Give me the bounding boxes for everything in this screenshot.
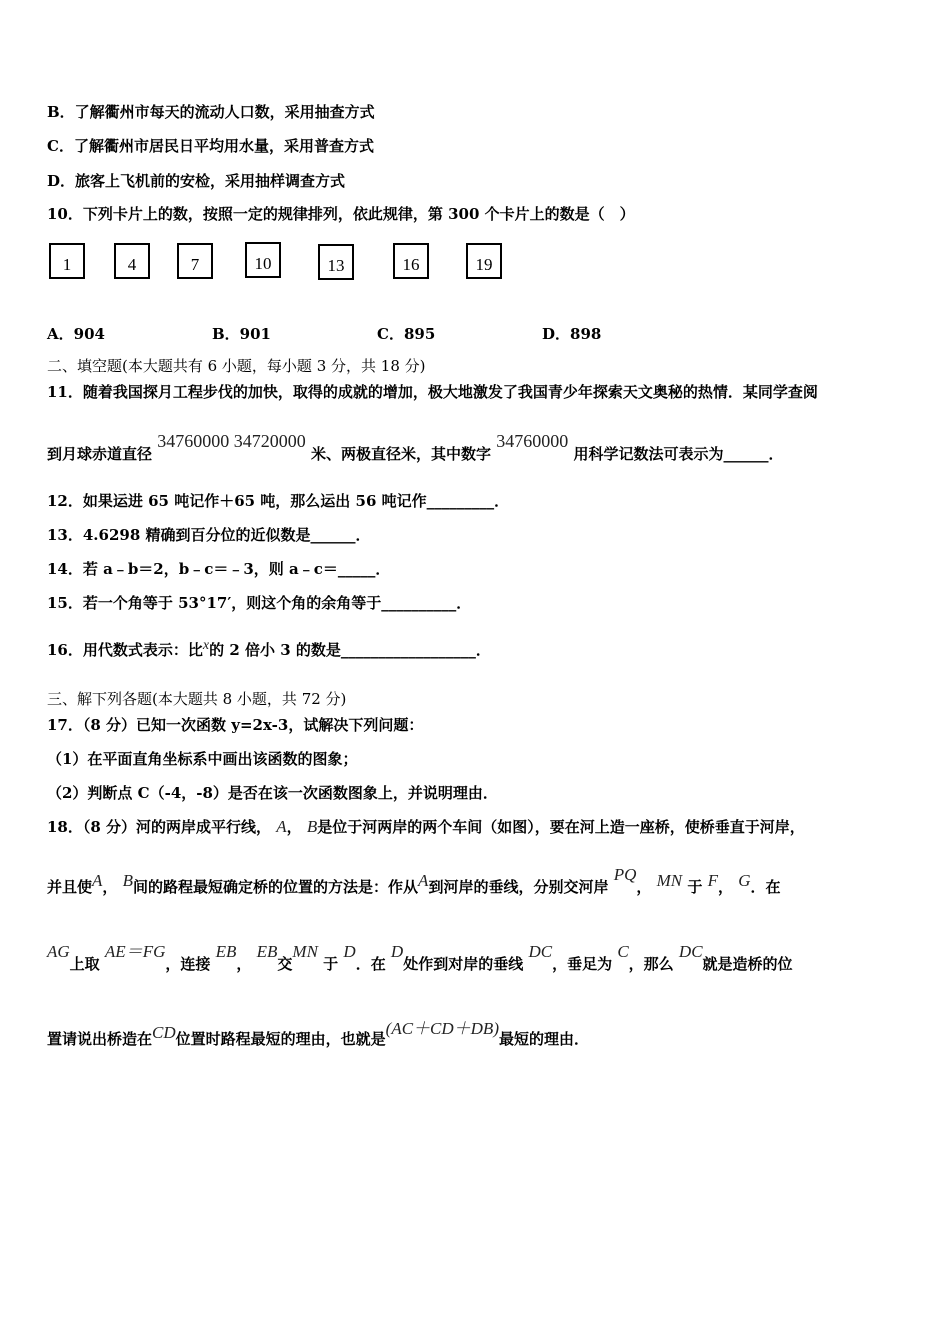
number-card: 16 [393,243,429,279]
question-17: 17．（8 分）已知一次函数 y=2x-3，试解决下列问题： [47,716,424,734]
number-card: 1 [49,243,85,279]
question-18-line4 [47,1019,589,1049]
question-11-line2 [47,431,784,464]
q11-text-b: 米、两极直径米，其中数字 [310,445,491,463]
q18-var-pq: PQ [613,865,637,884]
question-10-stem: 10．下列卡片上的数，按照一定的规律排列，依此规律，第 300 个卡片上的数是（ ） [47,205,635,223]
question-17-part2: （2）判断点 C（-4，-8）是否在该一次函数图象上，并说明理由． [47,784,498,802]
q18-l1-text-a: 18．（8 分）河的两岸成平行线， [47,818,272,836]
q18-l2-text-c: 到河岸的垂线，分别交河岸 [428,878,609,896]
number-card: 19 [466,243,502,279]
option-10b: B．901 [212,325,271,343]
number-card: 10 [245,242,281,278]
q18-var-eb: EB [256,942,278,961]
q18-var-b: B [122,871,134,890]
option-10c: C．895 [377,325,436,343]
number-card: 4 [114,243,150,279]
question-18-line2: 并且使A， B间的路程最短确定桥的位置的方法是：作从A到河岸的垂线，分别交河岸 PQ， MN 于 F， G．在 [47,865,781,896]
q18-var-g: G [738,871,751,890]
q18-text-yu: 于 [687,878,703,896]
q18-text-zai: ．在 [750,878,781,896]
q18-text-name: ，那么 [628,955,674,973]
question-16 [47,640,491,662]
q18-text-yu: 于 [323,955,339,973]
question-18-line1: 18．（8 分）河的两岸成平行线， A， B是位于河两岸的两个车间（如图），要在河上造一座桥，使桥垂直于河岸， [47,817,805,836]
option-9c: C．了解衢州市居民日平均用水量，采用普查方式 [47,137,374,155]
q18-text-shangqu: 上取 [69,955,100,973]
q18-text-lianjie: ，连接 [165,955,211,973]
section-3-title: 三、解下列各题(本大题共 8 小题，共 72 分) [47,690,347,708]
question-11-line1: 11．随着我国探月工程步伐的加快，取得的成就的增加，极大地激发了我国青少年探索天文奥秘的热情．某同学查阅 [47,383,818,401]
q11-number-1: 34760000 34720000 [157,431,306,451]
q18-var-a: A [418,871,429,890]
q16-text-b: 的 2 倍小 3 的数是__________________． [209,641,491,659]
q18-var-cd: CD [152,1023,176,1042]
q18-var-a: A [92,871,103,890]
q18-var-b: B [306,817,318,836]
number-card: 7 [177,243,213,279]
q18-l2-text-a: 并且使 [47,878,93,896]
q18-l4-text-a: 置请说出桥造在 [47,1030,153,1048]
option-10a: A．904 [47,325,105,343]
q18-l3-text-d: 处作到对岸的垂线 [403,955,524,973]
q18-text-jiao: 交 [277,955,293,973]
q18-var-f: F [707,871,718,890]
q18-var-mn: MN [292,942,318,961]
q11-text-c: 用科学记数法可表示为______． [573,445,784,463]
q18-text-chuizu: ，垂足为 [552,955,613,973]
q18-l1-text-b: 是位于河两岸的两个车间（如图），要在河上造一座桥，使桥垂直于河岸， [317,818,805,836]
q18-l3-text-e: 就是造桥的位 [702,955,793,973]
q18-var-ag: AG [47,942,70,961]
q18-var-dc: DC [678,942,703,961]
option-9b: B．了解衢州市每天的流动人口数，采用抽查方式 [47,103,375,121]
q18-var-mn: MN [656,871,683,890]
q18-l2-text-b: 间的路程最短确定桥的位置的方法是：作从 [133,878,419,896]
question-13: 13．4.6298 精确到百分位的近似数是______． [47,526,371,544]
q16-var-x: x [202,638,210,653]
q18-var-sum: (AC＋CD＋DB) [385,1019,499,1038]
q18-var-ae-fg: AE＝FG [104,942,166,961]
option-9d: D．旅客上飞机前的安检，采用抽样调查方式 [47,172,346,190]
q11-text-a: 到月球赤道直径 [47,445,153,463]
q18-var-eb: EB [215,942,237,961]
q18-l4-text-c: 最短的理由． [498,1030,589,1048]
q18-var-c: C [617,942,629,961]
question-14: 14．若 a﹣b＝2，b﹣c＝﹣3，则 a﹣c＝_____． [47,560,391,578]
q18-var-d: D [390,942,404,961]
number-card: 13 [318,244,354,280]
q11-number-2: 34760000 [496,431,569,451]
q16-text-a: 16．用代数式表示：比 [47,641,203,659]
q18-var-dc: DC [528,942,553,961]
section-2-title: 二、填空题(本大题共有 6 小题，每小题 3 分，共 18 分) [47,357,426,375]
q18-l4-text-b: 位置时路程最短的理由，也就是 [175,1030,386,1048]
question-15: 15．若一个角等于 53°17′，则这个角的余角等于__________． [47,594,472,612]
option-10d: D．898 [542,325,602,343]
q18-var-a: A [276,817,287,836]
question-18-line3: AG上取 AE＝FG，连接 EB， EB交MN 于 D．在 D处作到对岸的垂线 DC，垂足为 C，那么 DC就是造桥的位 [47,942,793,973]
question-17-part1: （1）在平面直角坐标系中画出该函数的图象； [47,750,358,768]
q18-var-d: D [343,942,356,961]
question-12: 12．如果运进 65 吨记作＋65 吨，那么运出 56 吨记作_________． [47,492,510,510]
